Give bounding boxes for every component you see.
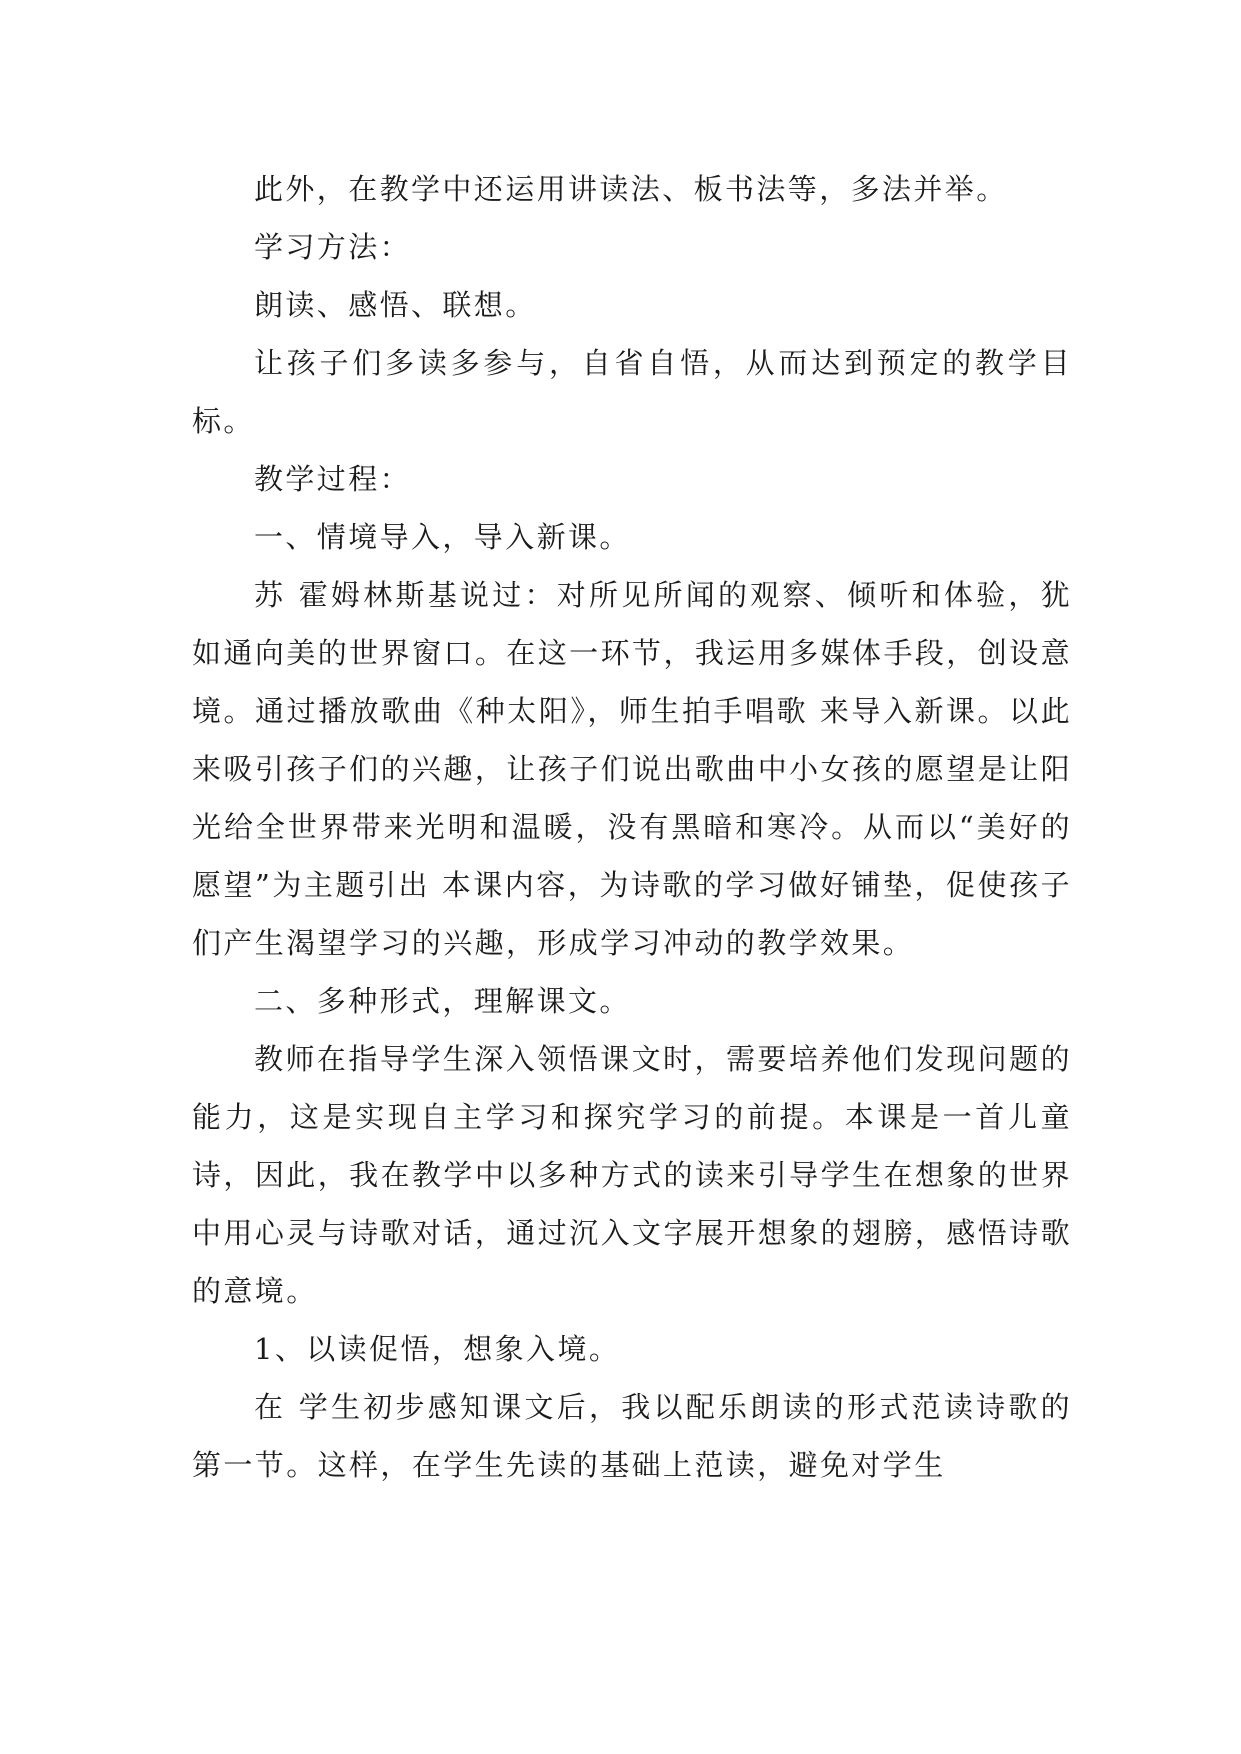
paragraph-subsection-one-heading: 1、以读促悟，想象入境。	[254, 1332, 621, 1366]
paragraph-learning-goal: 让孩子们多读多参与，自省自悟，从而达到预定的教学目标。	[192, 346, 1072, 438]
paragraph-teaching-process-heading: 教学过程：	[254, 462, 412, 496]
paragraph-learning-methods-heading: 学习方法：	[254, 230, 412, 264]
paragraph-section-two-heading: 二、多种形式，理解课文。	[254, 984, 631, 1018]
paragraph-section-one-heading: 一、情境导入，导入新课。	[254, 520, 631, 554]
document-body	[192, 160, 1072, 1494]
paragraph-section-two-body: 教师在指导学生深入领悟课文时，需要培养他们发现问题的能力，这是实现自主学习和探究学习的前提。本课是一首儿童诗，因此，我在教学中以多种方式的读来引导学生在想象的世界中用心灵与诗歌对话，通过沉入文字展开想象的翅膀，感悟诗歌的意境。	[192, 1042, 1072, 1308]
paragraph-methods-note: 此外，在教学中还运用讲读法、板书法等，多法并举。	[254, 172, 1008, 206]
paragraph-learning-methods: 朗读、感悟、联想。	[254, 288, 537, 322]
paragraph-section-one-body: 苏 霍姆林斯基说过：对所见所闻的观察、倾听和体验，犹如通向美的世界窗口。在这一环节，我运用多媒体手段，创设意境。通过播放歌曲《种太阳》，师生拍手唱歌 来导入新课。以此来吸引孩子们的兴趣，让孩子们说出歌曲中小女孩的愿望是让阳光给全世界带来光明和温暖，没有黑暗和寒冷。从而以“美好的愿望”为主题引出 本课内容，为诗歌的学习做好铺垫，促使孩子们产生渴望学习的兴趣，形成学习冲动的教学效果。	[192, 578, 1072, 960]
paragraph-subsection-one-body: 在 学生初步感知课文后，我以配乐朗读的形式范读诗歌的第一节。这样，在学生先读的基础上范读，避免对学生	[192, 1390, 1072, 1482]
